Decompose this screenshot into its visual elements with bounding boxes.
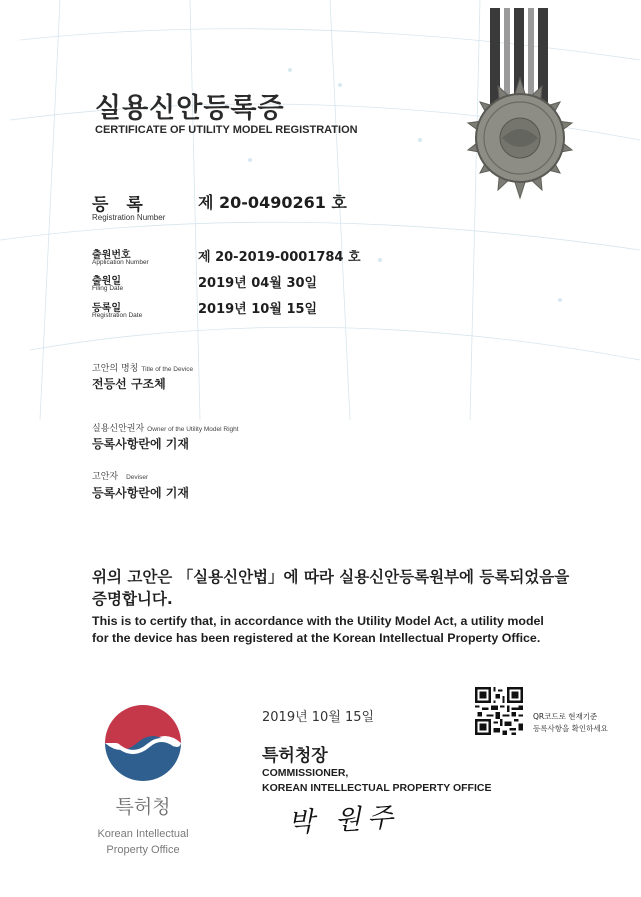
certification-statement-ko <box>92 566 592 610</box>
certification-en-line2: for the device has been registered at the Korean Intellectual Property Office. <box>92 631 541 645</box>
certificate-title: 실용신안등록증 <box>95 93 285 124</box>
application-number: 제 20-2019-0001784 호 <box>198 250 361 265</box>
commissioner-en-line2: KOREAN INTELLECTUAL PROPERTY OFFICE <box>262 782 492 794</box>
commissioner-title: 특허청장 <box>262 746 328 766</box>
owner-label <box>92 421 239 434</box>
qr-note-line2: 등록사항을 확인하세요 <box>533 724 608 733</box>
filing-date: 2019년 04월 30일 <box>198 276 318 291</box>
gold-seal-icon <box>430 8 610 243</box>
qr-note-line1: QR코드로 현재기준 <box>533 712 598 721</box>
deviser-label-en: Deviser <box>126 474 149 481</box>
registration-date-label-en: Registration Date <box>92 312 143 319</box>
registration-label-en: Registration Number <box>92 213 166 222</box>
device-title: 전등선 구조체 <box>92 377 166 391</box>
registration-date: 2019년 10월 15일 <box>198 302 318 317</box>
commissioner-en-line1: COMMISSIONER, <box>262 767 349 779</box>
device-title-label <box>92 361 193 374</box>
office-name-en <box>72 826 214 858</box>
application-number-label: 출원번호 <box>92 250 131 261</box>
qr-note <box>533 711 608 735</box>
owner-label-en: Owner of the Utility Model Right <box>147 426 239 433</box>
certificate-title-en: CERTIFICATE OF UTILITY MODEL REGISTRATION <box>95 124 358 136</box>
registration-number: 제 20-0490261 호 <box>198 193 347 212</box>
registration-label: 등 록 <box>92 195 149 215</box>
taegeuk-logo-icon <box>95 705 191 781</box>
qr-code-icon[interactable] <box>475 687 523 735</box>
filing-date-label-en: Filing Date <box>92 285 124 292</box>
office-name-ko: 특허청 <box>115 796 171 818</box>
certification-statement-en <box>92 613 612 647</box>
office-name-en-line2: Property Office <box>106 844 180 856</box>
device-title-label-en: Title of the Device <box>141 366 194 373</box>
office-name-en-line1: Korean Intellectual <box>97 828 189 840</box>
deviser-label-ko: 고안자 <box>92 472 119 482</box>
certification-ko-line1: 위의 고안은 「실용신안법」에 따라 실용신안등록원부에 등록되었음을 <box>92 568 570 586</box>
commissioner-signature: 박 원주 <box>287 802 400 839</box>
commissioner-title-en <box>262 766 491 796</box>
deviser-label <box>92 469 148 482</box>
certification-ko-line2: 증명합니다. <box>92 590 173 608</box>
issue-date: 2019년 10월 15일 <box>262 710 375 725</box>
owner-label-ko: 실용신안권자 <box>92 424 145 434</box>
certification-en-line1: This is to certify that, in accordance with the Utility Model Act, a utility model <box>92 614 544 628</box>
registration-date-label: 등록일 <box>92 303 121 314</box>
owner-value: 등록사항란에 기재 <box>92 437 189 451</box>
deviser-value: 등록사항란에 기재 <box>92 486 189 500</box>
device-title-label-ko: 고안의 명칭 <box>92 364 139 374</box>
application-number-label-en: Application Number <box>92 259 149 266</box>
filing-date-label: 출원일 <box>92 276 121 287</box>
